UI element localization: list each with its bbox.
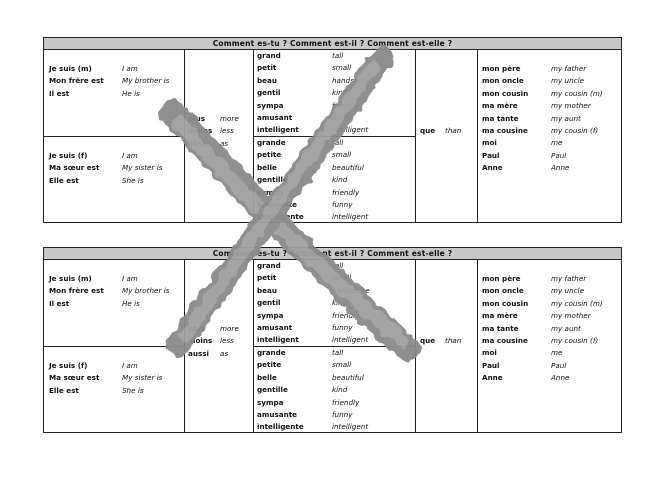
column-divider [477,260,478,432]
vocab-table-2 [43,247,622,433]
list-item: Je suis (m) I am [49,64,138,73]
list-item: amusante funny [257,200,353,210]
list-item: ma cousine my cousin (f) [482,126,599,136]
column-divider [184,50,185,222]
list-item: intelligent intelligent [257,125,369,135]
row-divider [44,136,184,137]
list-item: Je suis (m) I am [49,274,138,283]
list-item: gentil kind [257,298,348,308]
list-item: gentille kind [257,175,348,185]
vocab-table-1 [43,37,622,223]
adjectives-feminine [257,137,368,224]
adjectives-feminine [257,347,368,434]
list-item: amusante funny [257,410,353,420]
list-item: Il est He is [49,298,140,308]
list-item: ma mère my mother [482,311,591,321]
list-item: grande tall [257,138,344,147]
list-item: grand tall [257,51,344,60]
list-item: mon cousin my cousin (m) [482,298,603,308]
table-header: Comment es-tu ? Comment est-il ? Comment est-elle ? [44,248,621,260]
list-item: Elle est She is [49,385,144,395]
list-item: sympa friendly [257,310,360,320]
list-item: mon oncle my uncle [482,76,585,86]
list-item: petite small [257,150,352,160]
list-item: gentille kind [257,385,348,395]
list-item: ma mère my mother [482,101,591,111]
list-item: intelligente intelligent [257,212,369,222]
list-item: intelligent intelligent [257,335,369,345]
list-item: Ma sœur est My sister is [49,163,163,173]
list-item: gentil kind [257,88,348,98]
list-item: aussi as [188,138,229,148]
list-item: aussi as [188,348,229,358]
list-item: petite small [257,360,352,370]
adjectives-masculine [257,260,370,347]
list-item: ma cousine my cousin (f) [482,336,599,346]
list-item: Paul Paul [482,360,567,370]
list-item: Elle est She is [49,175,144,185]
subjects-feminine [49,150,162,187]
list-item: beau handsome [257,75,370,85]
list-item: mon oncle my uncle [482,286,585,296]
list-item: beau handsome [257,285,370,295]
que-than: que than [420,126,462,135]
people-list [482,273,603,385]
list-item: belle beautiful [257,372,364,382]
adjectives-masculine [257,50,370,137]
list-item: ma tante my aunt [482,113,581,123]
column-divider [184,260,185,432]
list-item: grand tall [257,261,344,270]
comparatives [188,323,239,360]
list-item: Anne Anne [482,163,570,173]
list-item: moi me [482,138,563,148]
list-item: intelligente intelligent [257,422,369,432]
column-divider [415,50,416,222]
column-divider [477,50,478,222]
subjects-masculine [49,63,169,100]
list-item: moins less [188,336,234,346]
list-item: mon père my father [482,274,587,283]
list-item: ma tante my aunt [482,323,581,333]
people-list [482,63,603,175]
list-item: moins less [188,126,234,136]
column-divider [415,260,416,432]
list-item: Mon frère est My brother is [49,286,170,296]
list-item: Il est He is [49,88,140,98]
list-item: Anne Anne [482,373,570,383]
list-item: amusant funny [257,323,353,333]
list-item: petit small [257,273,352,283]
list-item: moi me [482,348,563,358]
list-item: Mon frère est My brother is [49,76,170,86]
list-item: petit small [257,63,352,73]
list-item: Je suis (f) I am [49,151,138,160]
list-item: sympa friendly [257,397,360,407]
list-item: grande tall [257,348,344,357]
list-item: Ma sœur est My sister is [49,373,163,383]
subjects-feminine [49,360,162,397]
list-item: plus more [188,114,239,123]
que-than: que than [420,336,462,345]
list-item: belle beautiful [257,162,364,172]
list-item: sympa friendly [257,187,360,197]
table-header: Comment es-tu ? Comment est-il ? Comment est-elle ? [44,38,621,50]
list-item: amusant funny [257,113,353,123]
list-item: mon cousin my cousin (m) [482,88,603,98]
list-item: mon père my father [482,64,587,73]
list-item: sympa friendly [257,100,360,110]
subjects-masculine [49,273,169,310]
row-divider [44,346,184,347]
comparatives [188,113,239,150]
list-item: Paul Paul [482,150,567,160]
list-item: plus more [188,324,239,333]
list-item: Je suis (f) I am [49,361,138,370]
